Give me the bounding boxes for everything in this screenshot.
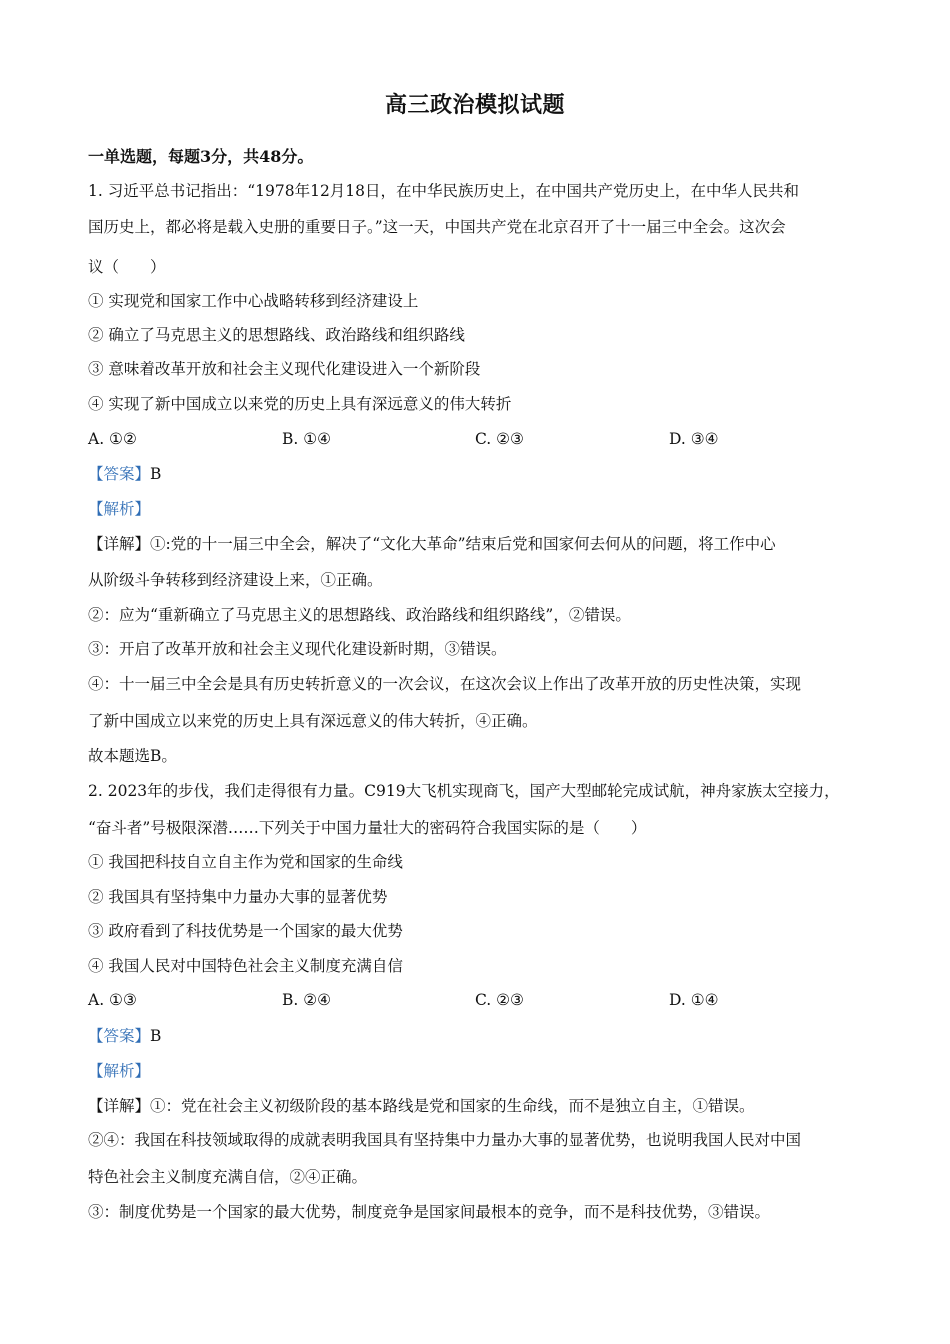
- detail-text: ①：党在社会主义初级阶段的基本路线是党和国家的生命线，而不是独立自主，①错误。: [150, 1097, 755, 1115]
- q1-stem-line-3: 议（ ）: [88, 258, 166, 276]
- q2-item-2: ② 我国具有坚持集中力量办大事的显著优势: [88, 888, 388, 906]
- detail-tag: 【详解】: [88, 1097, 151, 1115]
- q2-item-4: ④ 我国人民对中国特色社会主义制度充满自信: [88, 957, 403, 975]
- q1-item-4: ④ 实现了新中国成立以来党的历史上具有深远意义的伟大转折: [88, 395, 512, 413]
- q1-item-2: ② 确立了马克思主义的思想路线、政治路线和组织路线: [88, 326, 465, 344]
- q2-stem-line-2: “奋斗者”号极限深潜……下列关于中国力量壮大的密码符合我国实际的是（ ）: [88, 819, 647, 837]
- q1-item-3: ③ 意味着改革开放和社会主义现代化建设进入一个新阶段: [88, 360, 481, 378]
- page-title: 高三政治模拟试题: [384, 92, 565, 118]
- q1-detail-line-2: 从阶级斗争转移到经济建设上来，①正确。: [88, 571, 383, 589]
- q2-detail-line-1: [88, 1095, 755, 1117]
- q2-item-1: ① 我国把科技自立自主作为党和国家的生命线: [88, 853, 403, 871]
- q2-option-a: A. ①③: [88, 991, 137, 1009]
- q2-analysis-tag: 【解析】: [88, 1062, 151, 1080]
- section-heading: 一单选题，每题3分，共48分。: [88, 147, 314, 166]
- q1-detail-line-6: 了新中国成立以来党的历史上具有深远意义的伟大转折，④正确。: [88, 712, 538, 730]
- q2-detail-line-2: ②④：我国在科技领域取得的成就表明我国具有坚持集中力量办大事的显著优势，也说明我国人民对中国: [88, 1131, 802, 1149]
- q1-detail-line-3: ②：应为“重新确立了马克思主义的思想路线、政治路线和组织路线”，②错误。: [88, 606, 631, 624]
- q1-option-b: B. ①④: [282, 430, 332, 448]
- answer-tag: 【答案】: [88, 465, 151, 483]
- q1-detail-line-1: [88, 533, 776, 555]
- answer-tag: 【答案】: [88, 1027, 151, 1045]
- q1-analysis-tag: 【解析】: [88, 500, 151, 518]
- q2-option-b: B. ②④: [282, 991, 332, 1009]
- q2-detail-line-3: 特色社会主义制度充满自信，②④正确。: [88, 1168, 368, 1186]
- q1-answer: [88, 463, 161, 485]
- q1-detail-line-5: ④：十一届三中全会是具有历史转折意义的一次会议，在这次会议上作出了改革开放的历史性决策，实现: [88, 675, 802, 693]
- q1-option-a: A. ①②: [88, 430, 137, 448]
- q2-detail-line-4: ③：制度优势是一个国家的最大优势，制度竞争是国家间最根本的竞争，而不是科技优势，③错误。: [88, 1203, 771, 1221]
- detail-text: ①:党的十一届三中全会，解决了“文化大革命”结束后党和国家何去何从的问题，将工作中心: [150, 535, 776, 553]
- q1-option-d: D. ③④: [669, 430, 719, 448]
- q2-answer: [88, 1025, 161, 1047]
- q1-option-c: C. ②③: [475, 430, 524, 448]
- q1-detail-line-4: ③：开启了改革开放和社会主义现代化建设新时期，③错误。: [88, 640, 507, 658]
- q1-stem-line-2: 国历史上，都必将是载入史册的重要日子。”这一天，中国共产党在北京召开了十一届三中全会。这次会: [88, 218, 786, 236]
- q1-item-1: ① 实现党和国家工作中心战略转移到经济建设上: [88, 292, 419, 310]
- answer-value: B: [150, 1027, 162, 1045]
- q1-stem-line-1: 1. 习近平总书记指出：“1978年12月18日，在中华民族历史上，在中国共产党历史上，在中华人民共和: [88, 182, 800, 200]
- detail-tag: 【详解】: [88, 535, 151, 553]
- q2-item-3: ③ 政府看到了科技优势是一个国家的最大优势: [88, 922, 403, 940]
- answer-value: B: [150, 465, 162, 483]
- q1-detail-line-7: 故本题选B。: [88, 747, 177, 765]
- q2-option-c: C. ②③: [475, 991, 524, 1009]
- q2-stem-line-1: 2. 2023年的步伐，我们走得很有力量。C919大飞机实现商飞，国产大型邮轮完成试航，神舟家族太空接力，: [88, 782, 840, 800]
- q2-option-d: D. ①④: [669, 991, 719, 1009]
